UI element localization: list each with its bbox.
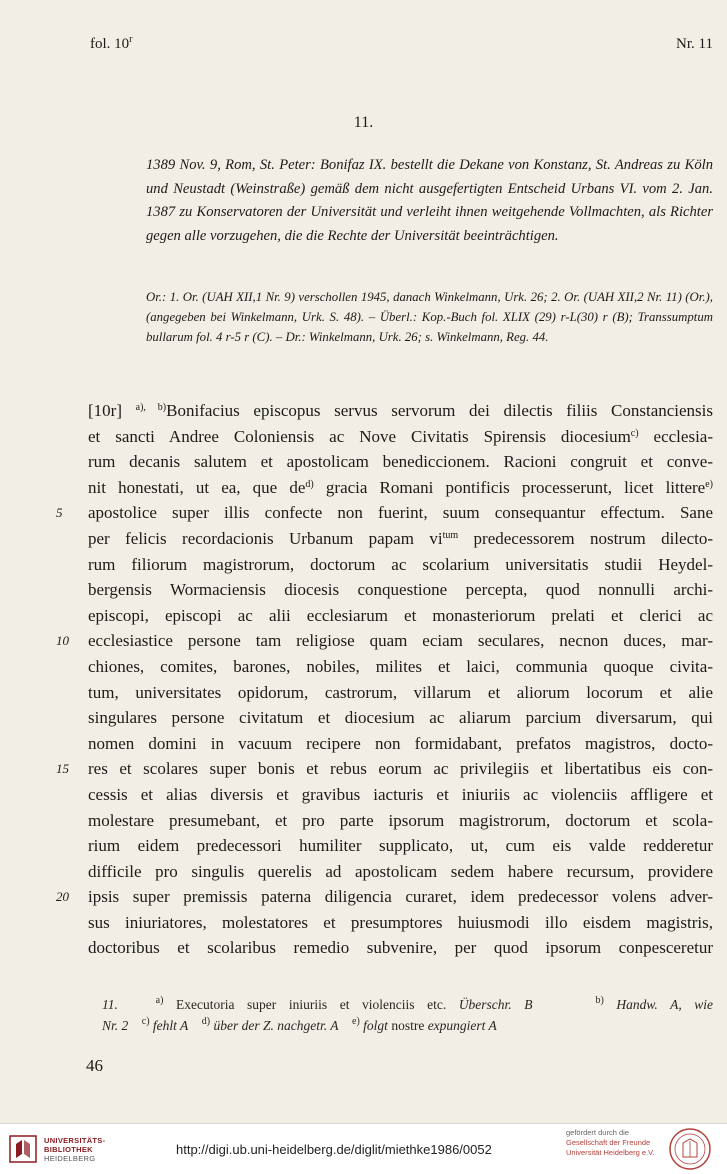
text-line-1: [10r] $^{a), b)}$Bonifacius episcopus servus servorum dei dilectis filiis Constanciensis: [88, 401, 714, 420]
text-line-6: per felicis recordacionis Urbanum papam $vi^{tum}$ predecessorem nostrum dilecto-: [88, 528, 713, 548]
line-number-15: 15: [56, 761, 69, 777]
text-line-8: bergensis Wormaciensis diocesis conquestione percepta, quod nonnulli archi-: [88, 580, 713, 600]
text-line-4: nit honestati, ut ea, que $de^{d)}$ gracia Romani pontificis processerunt, licet littere$^{e)}$: [88, 477, 713, 497]
text-line-14: nomen domini in vacuum recipere non formidabant, prefatos magistros, docto-: [88, 733, 713, 753]
library-logo-icon: [8, 1134, 38, 1164]
text-line-16: cessis et alias diversis et gravibus iacturis et iniuriis ac violenciis affligere et: [88, 784, 713, 804]
text-line-13: singulares persone civitatum et diocesium ac aliarum parcium diversarum, qui: [88, 708, 713, 728]
library-name: UNIVERSITÄTS- BIBLIOTHEK HEIDELBERG: [44, 1136, 106, 1163]
line-number-5: 5: [56, 505, 63, 521]
text-line-17: molestare presumebant, et pro parte ipsorum magistrorum, doctorum et scola-: [88, 810, 713, 830]
text-line-15: 15 res et scolares super bonis et rebus eorum ac privilegiis et libertatibus eis con-: [88, 756, 713, 782]
text-line-9: episcopi, episcopi ac alii ecclesiarum et monasteriorum prelati et clerici ac: [88, 605, 713, 625]
text-line-21: sus iniuriatores, molestatores et presumptores huiusmodi illo eisdem magistris,: [88, 912, 713, 932]
document-number: 11.: [353, 114, 374, 131]
text-line-18: rium eidem predecessori humiliter supplicato, ut, cum eis valde redderetur: [88, 836, 713, 856]
text-line-11: chiones, comites, barones, nobiles, milites et laici, communia quoque civita-: [88, 656, 713, 676]
text-line-20: 20 ipsis super premissis paterna diligencia curaret, idem predecessor volens adver-: [88, 884, 713, 910]
document-number-header: Nr. 11: [676, 36, 713, 52]
footnote-line-2: Nr. 2 $^{c)}$ fehlt A $^{d)}$ über der Z. nachgetr. A $^{e)}$ folgt nostre expungiert A: [102, 1016, 497, 1033]
line-number-20: 20: [56, 889, 69, 905]
text-line-5: 5 apostolice super illis confecte non fuerint, suum consequantur effectum. Sane: [88, 500, 713, 526]
text-line-7: rum filiorum magistrorum, doctorum ac scolarium universitatis studii Heydel-: [88, 554, 713, 574]
folio-header: fol. 10$^r$: [90, 34, 133, 52]
main-text: [56, 398, 714, 961]
footnotes: [102, 994, 713, 1036]
text-line-22: doctoribus et scolaribus remedio subvenire, per quod ipsorum conpesceretur: [88, 938, 713, 958]
footnote-line-1: 11. $^{a)}$ Executoria super iniuriis et violenciis etc. Überschr. B $^{b)}$ Handw. A, wie: [102, 995, 714, 1012]
text-line-2: et sancti Andree Coloniensis ac Nove Civitatis Spirensis diocesium$^{c)}$ ecclesia-: [88, 426, 713, 446]
text-line-10: 10 ecclesiastice persone tam religiose quam eciam seculares, necnon duces, mar-: [88, 628, 713, 654]
text-line-12: tum, universitates opidorum, castrorum, villarum et aliorum locorum et alie: [88, 682, 713, 702]
sponsor-info: gefördert durch die Gesellschaft der Freunde Universität Heidelberg e.V.: [566, 1128, 655, 1157]
university-seal-icon: [668, 1127, 712, 1171]
regest-summary: 1389 Nov. 9, Rom, St. Peter: Bonifaz IX. bestellt die Dekane von Konstanz, St. Andreas zu Köln und Neustadt (Weinstraße) gemäß dem nicht ausgefertigten Entscheid Urbans VI. vom 2. Jan. 1387 zu Konservatoren der Universität und verleiht ihnen weitgehende Vollmachten, als Richter gegen alle vorzugehen, die die Rechte der Universität beeinträchtigen.: [146, 157, 713, 244]
text-line-3: rum decanis salutem et apostolicam benediccionem. Racioni congruit et conve-: [88, 452, 713, 472]
source-references: Or.: 1. Or. (UAH XII,1 Nr. 9) verschollen 1945, danach Winkelmann, Urk. 26; 2. Or. (UAH XII,2 Nr. 11) (Or.), (angegeben bei Winkelmann, Urk. S. 48). – Überl.: Kop.-Buch fol. XLIX (29) r-L(30) r (B); Transsumptum bullarum fol. 4 r-5 r (C). – Dr.: Winkelmann, Urk. 26; s. Winkelmann, Reg. 44.: [146, 290, 713, 344]
viewer-footer: [0, 1123, 727, 1174]
page-number: 46: [86, 1056, 103, 1075]
text-line-19: difficile pro singulis querelis ad apostolicam sedem habere recursum, providere: [88, 861, 713, 881]
permalink-url[interactable]: http://digi.ub.uni-heidelberg.de/diglit/miethke1986/0052: [176, 1142, 492, 1157]
line-number-10: 10: [56, 633, 69, 649]
